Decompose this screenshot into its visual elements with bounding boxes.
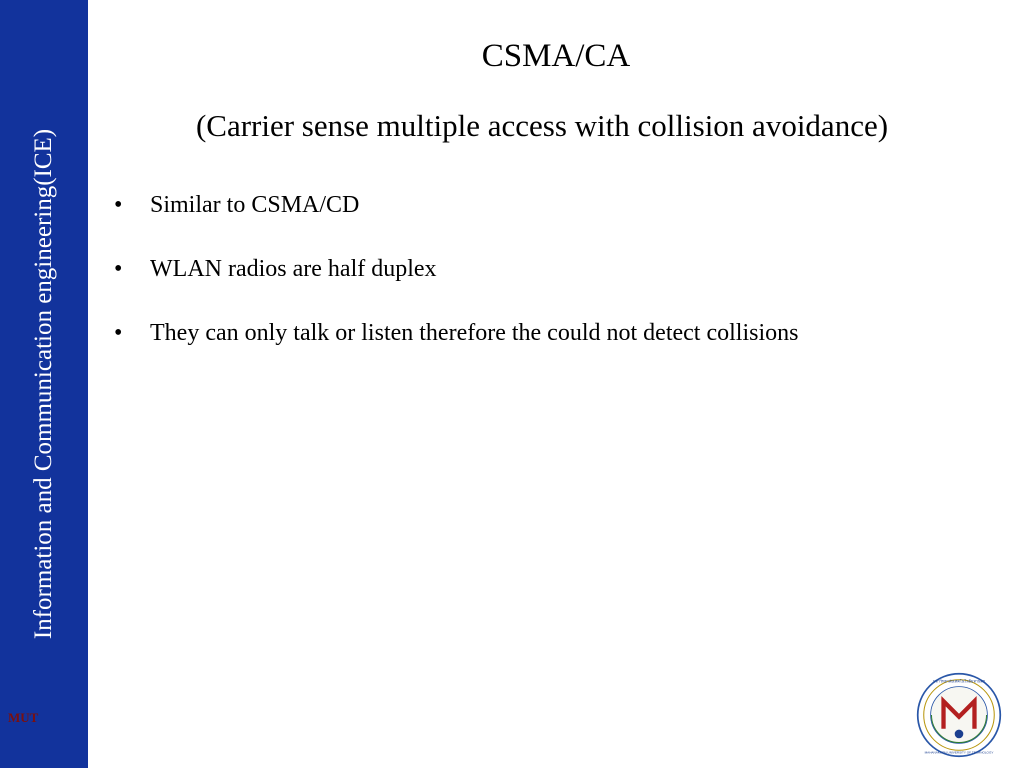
slide-subtitle: (Carrier sense multiple access with collision avoidance): [195, 108, 889, 143]
sidebar-vertical-title: Information and Communication engineering(ICE): [30, 128, 57, 640]
bullet-dot-icon: •: [114, 192, 123, 218]
list-item: [110, 190, 1000, 220]
list-item: [110, 318, 1000, 348]
list-item-text: They can only talk or listen therefore the could not detect collisions: [150, 320, 799, 346]
list-item-text: WLAN radios are half duplex: [150, 256, 437, 282]
bullet-list: [110, 190, 1000, 382]
slide-title: CSMA/CA: [481, 38, 631, 74]
sidebar-footer-label: MUT: [8, 710, 39, 725]
logo-ring-bottom-text: MAHANAKORN UNIVERSITY OF TECHNOLOGY: [924, 750, 994, 755]
bullet-dot-icon: •: [114, 256, 123, 282]
mut-seal-logo-icon: [916, 672, 1002, 758]
list-item-text: Similar to CSMA/CD: [150, 192, 360, 218]
logo-ring-top-text: มหาวิทยาลัยเทคโนโลยีมหานคร: [932, 679, 986, 684]
list-item: [110, 254, 1000, 284]
bullet-dot-icon: •: [114, 320, 123, 346]
